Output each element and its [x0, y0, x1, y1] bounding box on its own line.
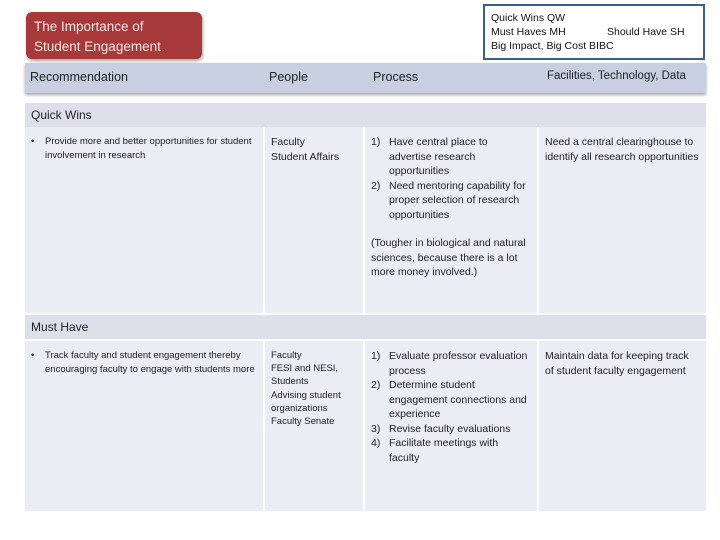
section-must-have — [25, 315, 706, 339]
people-item: Faculty Senate — [271, 416, 335, 428]
priority-legend — [483, 4, 705, 60]
people-item: Student Affairs — [271, 150, 340, 163]
title-line-2: Student Engagement — [34, 39, 161, 54]
facilities-text: Need a central clearinghouse to identify all research opportunities — [545, 136, 699, 163]
process-step: 3) Revise faculty evaluations — [371, 422, 511, 435]
cell-process — [365, 341, 537, 511]
legend-row-1 — [491, 11, 703, 25]
page-title — [26, 12, 202, 59]
title-line-1: The Importance of — [34, 19, 144, 34]
facilities-text: Maintain data for keeping track of student faculty engagement — [545, 350, 689, 377]
legend-must-haves: Must Haves MH — [491, 26, 566, 38]
recommendations-table — [25, 63, 706, 511]
section-quick-wins — [25, 103, 706, 127]
cell-facilities — [539, 341, 706, 511]
header-process: Process — [373, 70, 419, 84]
process-step: 2) Determine student engagement connections and experience — [371, 379, 527, 420]
people-item: Advising student organizations — [271, 389, 341, 414]
cell-process — [365, 127, 537, 313]
cell-recommendation — [25, 341, 263, 511]
table-header — [25, 63, 706, 93]
section-label: Quick Wins — [31, 108, 92, 122]
people-item: Faculty — [271, 136, 305, 148]
recommendation-text: • Track faculty and student engagement thereby encouraging faculty to engage with students more — [31, 349, 255, 377]
process-step: 2) Need mentoring capability for proper selection of research opportunities — [371, 179, 526, 221]
table-row — [25, 127, 706, 313]
legend-quick-wins: Quick Wins QW — [491, 12, 566, 24]
people-item: Faculty — [271, 350, 302, 361]
section-label: Must Have — [31, 320, 89, 334]
header-facilities: Facilities, Technology, Data — [547, 70, 686, 82]
people-item: FESI and NESI, — [271, 363, 339, 375]
people-item: Students — [271, 376, 309, 388]
cell-recommendation — [25, 127, 263, 313]
header-people: People — [269, 70, 308, 84]
cell-facilities — [539, 127, 706, 313]
process-step: 4) Facilitate meetings with faculty — [371, 437, 499, 464]
header-recommendation: Recommendation — [30, 70, 128, 84]
process-note: (Tougher in biological and natural sciences, because there is a lot more money involved.) — [371, 237, 526, 278]
legend-row-3 — [491, 39, 703, 53]
legend-row-2 — [491, 25, 703, 39]
recommendation-text: • Provide more and better opportunities for student involvement in research — [31, 135, 255, 163]
process-step: 1) Have central place to advertise research opportunities — [371, 136, 488, 177]
cell-people — [265, 127, 363, 313]
table-row — [25, 341, 706, 511]
process-step: 1) Evaluate professor evaluation process — [371, 350, 528, 377]
legend-should-have: Should Have SH — [607, 26, 685, 38]
legend-big-impact: Big Impact, Big Cost BIBC — [491, 40, 614, 52]
cell-people — [265, 341, 363, 511]
